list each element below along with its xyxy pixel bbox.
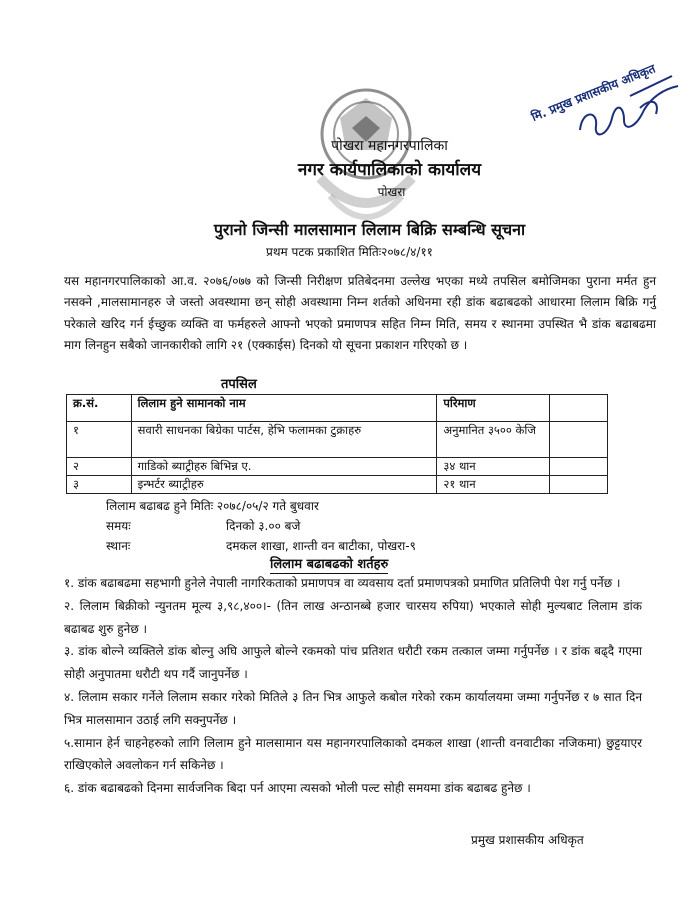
term-item: २. लिलाम बिक्रीको न्युनतम मूल्य ३,९८,४००।- (तिन लाख अन्ठानब्बे हजार चारसय रुपिया) भएकाले सोही मुल्यबाट लिलाम डांक बढाबढ शुरु हुनेछ । xyxy=(64,598,642,636)
row-blank xyxy=(549,422,607,458)
term-item: ५.सामान हेर्न चाहनेहरुको लागि लिलाम हुने मालसामान यस महानगरपालिकाको दमकल शाखा (शान्ती वनवाटीका नजिकमा) छुट्टयाएर राखिएकोले अवलोकन गर्न सकिनेछ । xyxy=(64,735,642,773)
row-quantity: २१ थान xyxy=(437,476,549,494)
row-quantity: अनुमानित ३५०० केजि xyxy=(437,422,549,458)
auction-place-label: स्थानः xyxy=(106,539,131,553)
schedule-label: तपसिल xyxy=(221,377,257,392)
auction-place-value: दमकल शाखा, शान्ती वन बाटीका, पोखरा-९ xyxy=(226,539,416,553)
city-name: पोखरा xyxy=(377,185,406,199)
row-sn: २ xyxy=(67,458,132,476)
row-item-name: गाडिको ब्याट्रीहरु बिभिन्न ए. xyxy=(131,458,437,476)
row-quantity: ३४ थान xyxy=(437,458,549,476)
auction-time-label: समयः xyxy=(106,519,131,533)
column-header-item-name: लिलाम हुने सामानको नाम xyxy=(131,395,437,422)
row-item-name: सवारी साधनका बिग्रेका पार्टस, हेभि फलामका टुक्राहरु xyxy=(131,422,437,458)
published-date: प्रथम पटक प्रकाशित मितिः२०७८/४/११ xyxy=(266,245,433,259)
term-item: ६. डांक बढाबढको दिनमा सार्वजनिक बिदा पर्न आएमा त्यसको भोली पल्ट सोही समयमा डांक बढाबढ हुनेछ । xyxy=(64,781,531,796)
terms-list xyxy=(64,572,642,800)
office-name: नगर कार्यपालिकाको कार्यालय xyxy=(297,160,482,180)
signatory-stamp-label: मि. प्रमुख प्रशासकीय अधिकृत xyxy=(529,61,658,125)
table-row xyxy=(67,476,608,494)
intro-paragraph: यस महानगरपालिकाको आ.व. २०७६/०७७ को जिन्सी निरीक्षण प्रतिबेदनमा उल्लेख भएका मध्ये तपसिल बमोजिमका पुराना मर्मत हुन नसक्ने ,मालसामानहरु जे जस्तो अवस्थामा छन् सोही अवस्थामा निम्न शर्तको अधिनमा रही डांक बढाबढको आधारमा लिलाम बिक्रि गर्नु परेकाले खरिद गर्न ईच्छुक व्यक्ति वा फर्महरुले आफ्नो भएको प्रमाणपत्र सहित निम्न मिति, समय र स्थानमा उपस्थित भै डांक बढाबढमा माग लिनहुन सबैको जानकारीको लागि २१ (एक्काईस) दिनको यो सूचना प्रकाशन गरिएको छ । xyxy=(64,274,656,352)
terms-title: लिलाम बढाबढको शर्तहरु xyxy=(270,554,388,574)
signatory-title: प्रमुख प्रशासकीय अधिकृत xyxy=(471,833,584,847)
column-header-blank xyxy=(549,395,607,422)
table-row xyxy=(67,422,608,458)
municipality-name: पोखरा महानगरपालिका xyxy=(331,138,448,154)
row-sn: १ xyxy=(67,422,132,458)
row-sn: ३ xyxy=(67,476,132,494)
table-row xyxy=(67,458,608,476)
row-blank xyxy=(549,458,607,476)
term-item: ३. डांक बोल्ने व्यक्तिले डांक बोल्नु अघि आफुले बोल्ने रकमको पांच प्रतिशत धरौटी रकम तत्काल जम्मा गर्नुपर्नेछ । र डांक बढ्दै गएमा सोही अनुपातमा धरौटी थप गर्दै जानुपर्नेछ । xyxy=(64,644,642,682)
row-item-name: इन्भर्टर ब्याट्रीहरु xyxy=(131,476,437,494)
term-item: १. डांक बढाबढमा सहभागी हुनेले नेपाली नागरिकताको प्रमाणपत्र वा व्यवसाय दर्ता प्रमाणपत्रको प्रमाणित प्रतिलिपी पेश गर्नु पर्नेछ । xyxy=(64,576,621,590)
notice-title: पुरानो जिन्सी मालसामान लिलाम बिक्रि सम्बन्धि सूचना xyxy=(213,220,526,239)
auction-date: लिलाम बढाबढ हुने मितिः २०७८/०५/२ गते बुधवार xyxy=(106,499,319,513)
table-header-row xyxy=(67,395,608,422)
column-header-quantity: परिमाण xyxy=(437,395,549,422)
column-header-sn: क्र.सं. xyxy=(67,395,132,422)
term-item: ४. लिलाम सकार गर्नेले लिलाम सकार गरेको मितिले ३ तिन भित्र आफुले कबोल गरेको रकम कार्यालयमा जम्मा गर्नुपर्नेछ र ७ सात दिन भित्र मालसामान उठाई लगि सक्नुपर्नेछ । xyxy=(64,689,642,727)
row-blank xyxy=(549,476,607,494)
auction-items-table xyxy=(66,394,608,494)
auction-time-value: दिनको ३.०० बजे xyxy=(226,519,301,533)
